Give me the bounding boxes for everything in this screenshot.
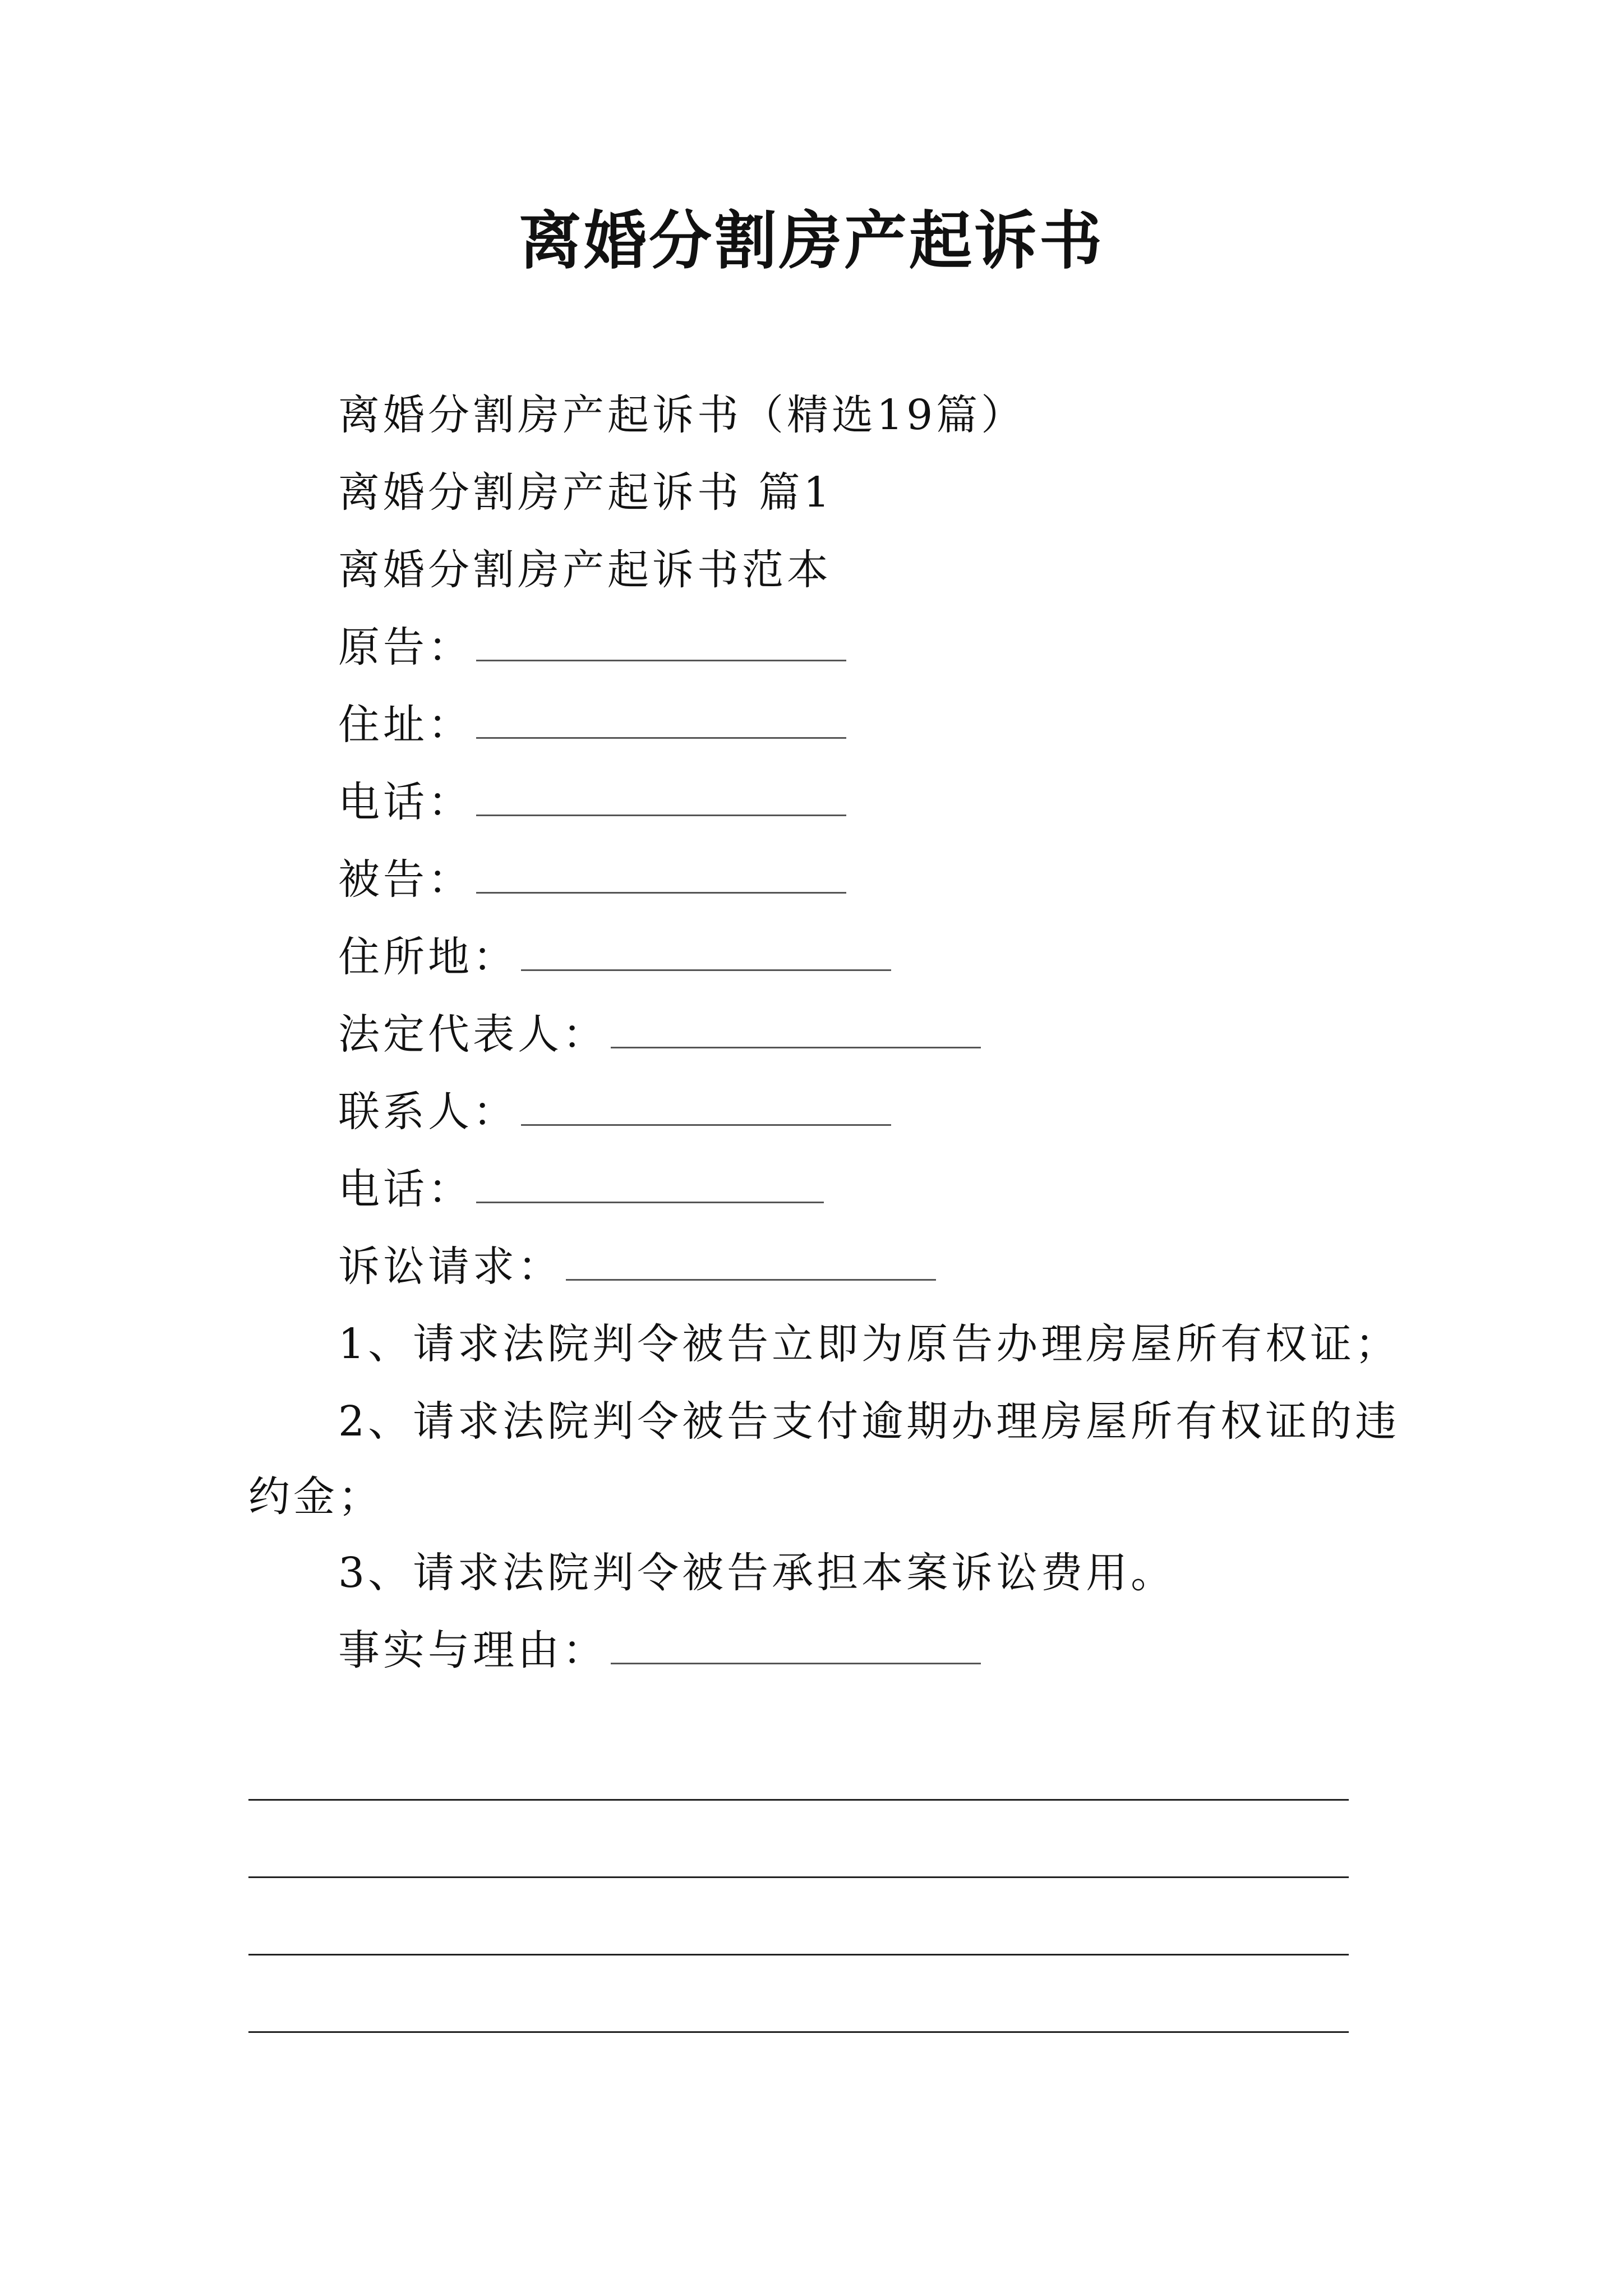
template-name: 离婚分割房产起诉书范本 (338, 546, 832, 594)
writing-line-2[interactable] (248, 1876, 1349, 1878)
defendant-blank[interactable] (476, 891, 846, 894)
legal-rep-label: 法定代表人： (338, 1010, 607, 1059)
address-blank[interactable] (476, 736, 846, 739)
writing-line-4[interactable] (248, 2031, 1349, 2033)
article-heading: 离婚分割房产起诉书 篇1 (338, 468, 833, 517)
phone-label-1: 电话： (338, 778, 473, 826)
address-field (338, 697, 846, 753)
address-label: 住址： (338, 701, 473, 749)
legal-rep-blank[interactable] (611, 1046, 981, 1048)
writing-line-1[interactable] (248, 1799, 1349, 1801)
claims-blank[interactable] (566, 1278, 936, 1281)
facts-blank[interactable] (611, 1662, 981, 1664)
subtitle: 离婚分割房产起诉书（精选19篇） (338, 391, 1026, 439)
request-2: 2、请求法院判令被告支付逾期办理房屋所有权证的违 (338, 1397, 1400, 1446)
facts-label: 事实与理由： (338, 1626, 607, 1674)
plaintiff-blank[interactable] (476, 659, 846, 661)
request-1: 1、请求法院判令被告立即为原告办理房屋所有权证； (338, 1320, 1400, 1368)
contact-blank[interactable] (521, 1123, 891, 1126)
legal-rep-field (338, 1006, 981, 1062)
residence-blank[interactable] (521, 968, 891, 971)
phone-blank-2[interactable] (476, 1200, 824, 1203)
defendant-label: 被告： (338, 855, 473, 904)
residence-label: 住所地： (338, 933, 518, 981)
writing-line-3[interactable] (248, 1954, 1349, 1955)
contact-field (338, 1084, 891, 1140)
contact-label: 联系人： (338, 1088, 518, 1136)
plaintiff-label: 原告： (338, 623, 473, 671)
request-2-continued: 约金； (248, 1473, 383, 1521)
phone-blank-1[interactable] (476, 813, 846, 816)
facts-field (338, 1622, 981, 1678)
claims-field (338, 1239, 936, 1295)
document-title: 离婚分割房产起诉书 (519, 204, 1104, 278)
phone-field-2 (338, 1161, 824, 1217)
phone-label-2: 电话： (338, 1165, 473, 1213)
claims-label: 诉讼请求： (338, 1243, 562, 1291)
defendant-field (338, 852, 846, 908)
phone-field-1 (338, 774, 846, 830)
residence-field (338, 929, 891, 985)
request-3: 3、请求法院判令被告承担本案诉讼费用。 (338, 1549, 1176, 1597)
plaintiff-field (338, 619, 846, 675)
